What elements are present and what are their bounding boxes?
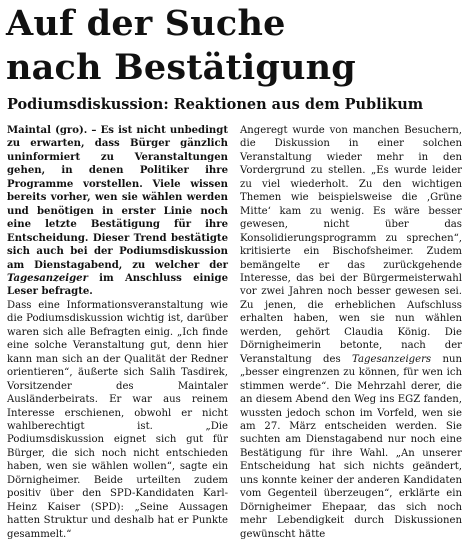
article-column-left bbox=[7, 124, 228, 540]
newspaper-name: Tagesanzeiger bbox=[7, 272, 88, 284]
subheadline: Podiumsdiskussion: Reaktionen aus dem Publikum bbox=[7, 96, 424, 113]
headline-line-1: Auf der Suche bbox=[6, 3, 286, 44]
body-text-part-2: nun „besser eingrenzen zu können, für wen ich stimmen werde“. Die Mehrzahl derer, die an diesem Abend den Weg ins EGZ fanden, wussten jedoch schon im Vorfeld, wen sie am 27. März entscheiden werden. Sie suchten am Dienstagabend nur noch eine Bestätigung für ihre Wahl. „An unserer Entscheidung hat sich nichts geändert, uns konnte keiner der anderen Kandidaten vom Gegenteil überzeugen“, erklärte ein Dörnigheimer Ehepaar, das sich noch mehr Lebendigkeit durch Diskussionen gewünscht hätte bbox=[240, 353, 462, 540]
headline-line-2: nach Bestätigung bbox=[6, 47, 356, 88]
body-paragraph-left: Dass eine Informationsveranstaltung wie die Podiumsdiskussion wichtig ist, darüber waren sich alle Befragten einig. „Ich finde eine solche Veranstaltung gut, denn hier kann man sich an der Qualität der Redner orientieren“, äußerte sich Salih Tasdirek, Vorsitzender des Maintaler Ausländerbeirats. Er war aus reinem Interesse erschienen, obwohl er nicht wahlberechtigt ist. „Die Podiumsdiskussion eignet sich gut für Bürger, die sich noch nicht entschieden haben, wen sie wählen wollen“, sagte ein Dörnigheimer. Beide urteilten zudem positiv über den SPD-Kandidaten Karl-Heinz Kaiser (SPD): „Seine Aussagen hatten Struktur und deshalb hat er Punkte gesammelt.“ bbox=[7, 299, 228, 540]
body-paragraph-right bbox=[240, 124, 462, 541]
lead-text-start: Maintal (gro). – Es ist nicht unbedingt zu erwarten, dass Bürger gänzlich uninformiert zu Veranstaltungen gehen, in denen Politiker ihre Programme vorstellen. Viele wissen bereits vorher, wen sie wählen werden und benötigen in erster Linie noch eine letzte Bestätigung für ihre Entscheidung. Dieser Trend bestätigte sich auch bei der Podiumsdiskussion am Dienstagabend, zu welcher der bbox=[7, 125, 228, 271]
article-column-right bbox=[240, 124, 462, 540]
newspaper-name-genitive: Tagesanzeigers bbox=[352, 353, 432, 365]
headline bbox=[6, 2, 466, 90]
lead-text-end: im Anschluss einige Leser befragte. bbox=[7, 272, 228, 298]
body-text-part-1: Angeregt wurde von manchen Besuchern, die Diskussion in einer solchen Veranstaltung wieder mehr in den Vordergrund zu stellen. „Es wurde leider zu viel wiederholt. Zu den wichtigen Themen wie beispielsweise die ‚Grüne Mitte‘ kam zu wenig. Es wäre besser gewesen, nicht über das Konsolidierungsprogramm zu sprechen“, kritisierte ein Bischofsheimer. Zudem bemängelte er das zurückgehende Interesse, das bei der Bürgermeisterwahl vor zwei Jahren noch besser gewesen sei. Zu jenen, die erheblichen Aufschluss erhalten haben, wen sie nun wählen werden, gehört Claudia König. Die Dörnigheimerin betonte, nach der Veranstaltung des bbox=[240, 125, 462, 365]
lead-paragraph bbox=[7, 124, 228, 299]
